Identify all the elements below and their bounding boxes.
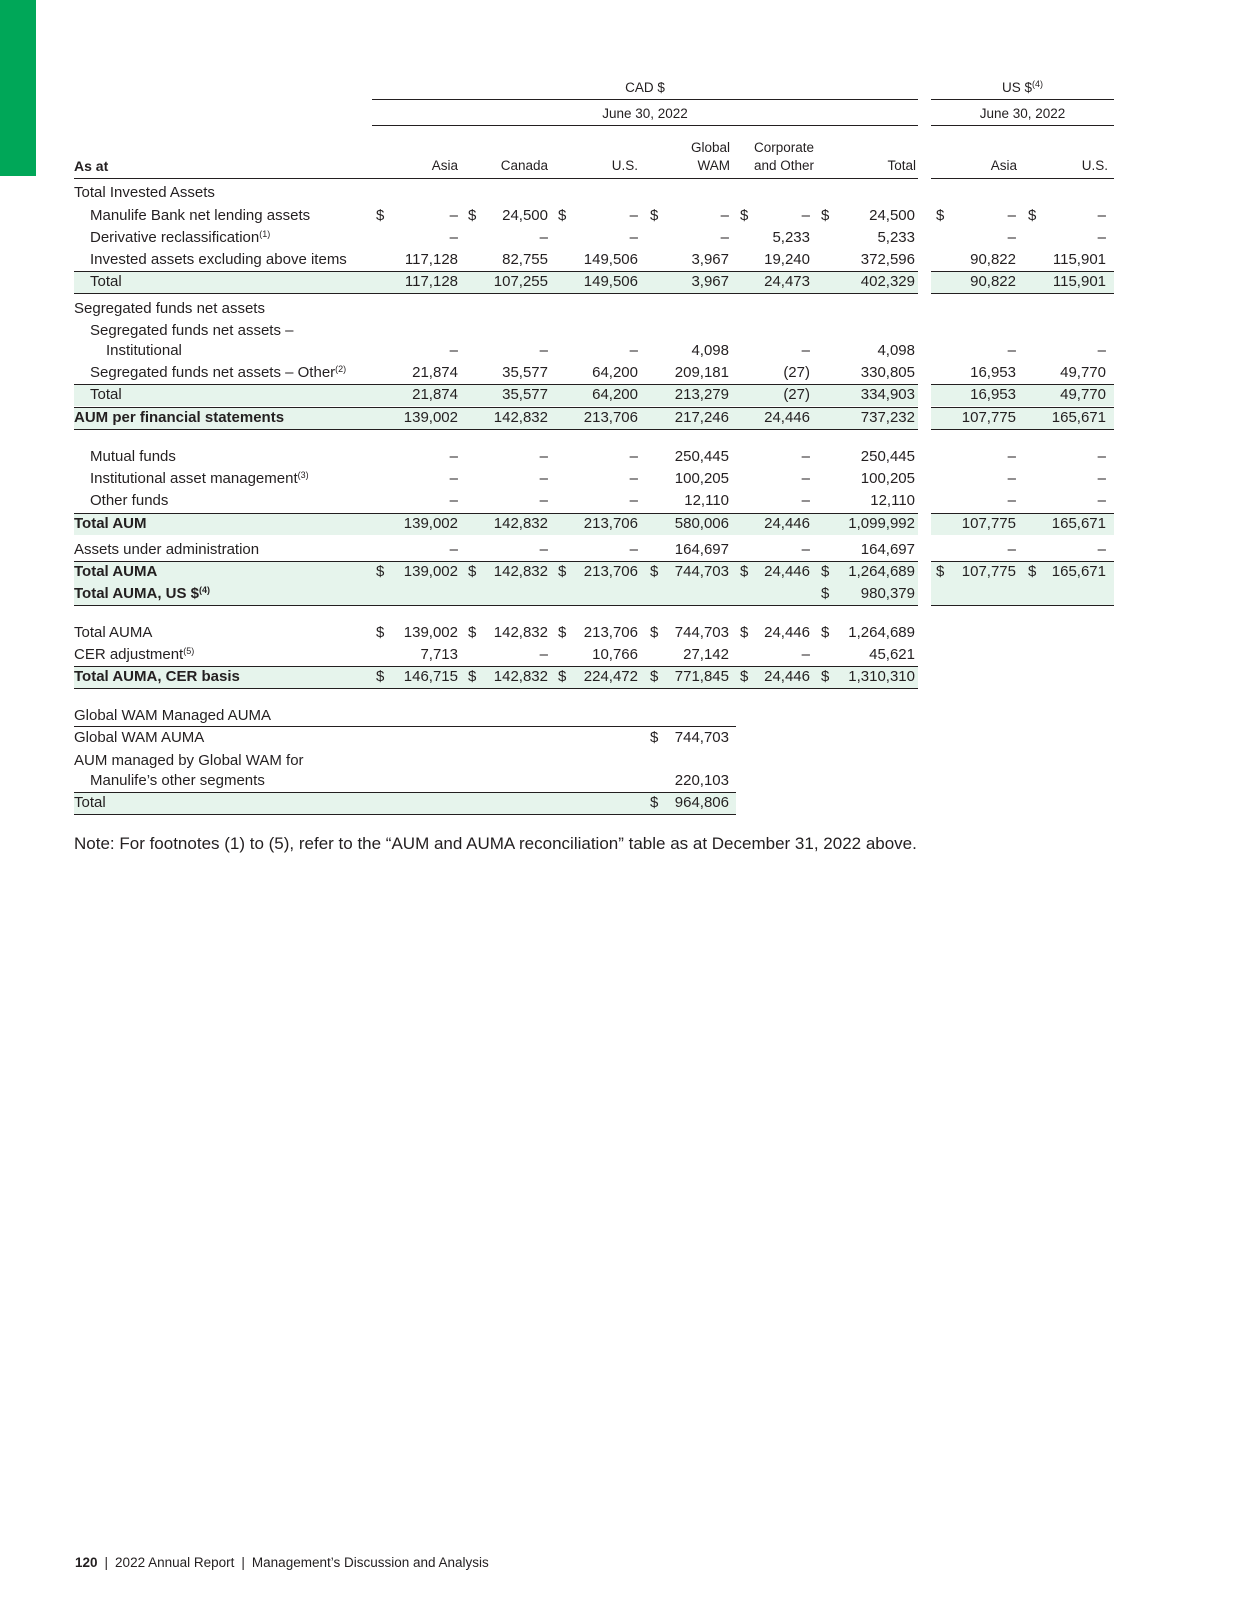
table-cell: 90,822 (970, 251, 1016, 268)
row-rule (74, 688, 918, 689)
table-cell: 213,279 (674, 386, 729, 403)
table-cell: (27) (783, 386, 810, 403)
table-cell: 7,713 (420, 646, 458, 663)
table-cell: – (1007, 492, 1016, 509)
row-highlight (74, 792, 736, 814)
table-cell: 149,506 (583, 273, 638, 290)
table-cell: 45,621 (869, 646, 915, 663)
currency-symbol: $ (650, 624, 659, 641)
row-rule (74, 429, 918, 430)
table-cell: – (449, 342, 458, 359)
gwam-title: Global WAM Managed AUMA (74, 707, 272, 724)
row-label-text: Institutional (106, 342, 182, 359)
table-cell: 139,002 (403, 563, 458, 580)
table-cell: – (629, 229, 638, 246)
accent-bar (0, 0, 36, 176)
table-cell: – (1097, 470, 1106, 487)
row-label (74, 668, 240, 686)
footer-section-title: Management’s Discussion and Analysis (251, 1555, 489, 1570)
table-cell: 117,128 (404, 273, 458, 290)
table-cell: 139,002 (403, 409, 458, 426)
table-cell: 16,953 (970, 386, 1016, 403)
currency-symbol: $ (468, 207, 477, 224)
page-number: 120 (75, 1555, 98, 1570)
table-cell: 21,874 (412, 386, 458, 403)
table-cell: 90,822 (970, 273, 1016, 290)
footer-separator: | (104, 1555, 109, 1570)
table-cell: 139,002 (403, 624, 458, 641)
table-cell: – (1097, 207, 1106, 224)
row-label-text: Total AUM (74, 515, 147, 532)
footnote-marker: (2) (335, 364, 347, 374)
table-cell: 744,703 (674, 729, 729, 746)
currency-symbol: $ (936, 207, 945, 224)
row-rule (74, 513, 918, 514)
us-currency-header: US \$$^{(4)}$ (1001, 79, 1043, 95)
row-label (90, 273, 122, 291)
table-cell: – (1007, 229, 1016, 246)
table-cell: 10,766 (592, 646, 638, 663)
currency-symbol: $ (376, 668, 385, 685)
table-cell: – (801, 342, 810, 359)
table-cell: 4,098 (691, 342, 729, 359)
table-cell: – (539, 448, 548, 465)
row-label-text: Other funds (90, 492, 169, 509)
currency-symbol: $ (650, 729, 659, 746)
currency-symbol: $ (821, 207, 830, 224)
table-cell: 24,500 (869, 207, 915, 224)
currency-symbol: $ (376, 563, 385, 580)
row-rule (74, 726, 736, 727)
row-label-text: Total AUMA (74, 563, 158, 580)
table-cell: – (539, 229, 548, 246)
currency-symbol: $ (936, 563, 945, 580)
table-cell: 330,805 (860, 364, 915, 381)
row-rule (74, 384, 918, 385)
column-header-rule (74, 178, 918, 179)
table-cell: 107,775 (961, 563, 1016, 580)
currency-symbol: $ (650, 207, 659, 224)
table-cell: 142,832 (493, 409, 548, 426)
row-label-text: Derivative reclassification (90, 229, 260, 246)
table-cell: 164,697 (860, 541, 915, 558)
row-label-text: Assets under administration (74, 541, 260, 558)
row-label (90, 448, 176, 466)
table-cell: – (720, 207, 729, 224)
table-cell: – (629, 470, 638, 487)
table-cell: – (1007, 470, 1016, 487)
row-label-text: Mutual funds (90, 448, 176, 465)
table-cell: 24,446 (764, 624, 810, 641)
currency-symbol: $ (650, 794, 659, 811)
table-cell: – (539, 342, 548, 359)
row-label-text: Total AUMA (74, 624, 153, 641)
cad-currency-header: CAD $ (625, 80, 665, 95)
row-rule (74, 561, 918, 562)
table-cell: – (629, 492, 638, 509)
row-rule (931, 605, 1114, 606)
row-label: Total (74, 794, 106, 811)
currency-symbol: $ (740, 624, 749, 641)
row-rule (931, 429, 1114, 430)
table-cell: 115,901 (1052, 273, 1106, 290)
table-cell: 24,500 (502, 207, 548, 224)
currency-symbol: $ (1028, 207, 1037, 224)
table-cell: 146,715 (403, 668, 458, 685)
table-cell: 372,596 (860, 251, 915, 268)
currency-symbol: $ (740, 668, 749, 685)
table-cell: – (1097, 342, 1106, 359)
row-label (74, 409, 284, 427)
table-cell: 402,329 (860, 273, 915, 290)
table-cell: 35,577 (502, 364, 548, 381)
table-cell: – (801, 207, 810, 224)
currency-symbol: $ (376, 624, 385, 641)
table-cell: – (449, 492, 458, 509)
table-cell: 771,845 (674, 668, 729, 685)
table-cell: 213,706 (583, 563, 638, 580)
row-rule (74, 814, 736, 815)
table-cell: 49,770 (1060, 364, 1106, 381)
table-cell: 149,506 (583, 251, 638, 268)
table-cell: 64,200 (592, 386, 638, 403)
table-cell: 165,671 (1051, 515, 1106, 532)
table-cell: 980,379 (860, 585, 915, 602)
row-rule (74, 271, 918, 272)
table-cell: 12,110 (684, 492, 729, 509)
table-cell: 100,205 (674, 470, 729, 487)
row-label-text: AUM per financial statements (74, 409, 285, 426)
row-label (106, 342, 182, 360)
table-cell: – (539, 541, 548, 558)
row-label (74, 646, 194, 664)
row-rule (931, 561, 1114, 562)
col-corporate-1: Corporate (754, 140, 815, 155)
row-label-text: CER adjustment (74, 646, 184, 663)
table-cell: 213,706 (583, 515, 638, 532)
table-cell: 964,806 (674, 794, 729, 811)
row-label-text: Total AUMA, CER basis (74, 668, 240, 685)
page-footer (75, 1555, 489, 1570)
currency-symbol: $ (821, 624, 830, 641)
table-cell: 213,706 (583, 409, 638, 426)
row-label (90, 207, 310, 225)
table-cell: 24,446 (764, 563, 810, 580)
table-cell: 1,264,689 (848, 563, 915, 580)
footer-report-title: 2022 Annual Report (115, 1555, 235, 1570)
table-cell: – (1007, 342, 1016, 359)
table-cell: 24,446 (764, 668, 810, 685)
cad-header-rule (372, 99, 918, 100)
row-label (90, 492, 168, 510)
table-cell: – (449, 541, 458, 558)
table-cell: 737,232 (860, 409, 915, 426)
row-highlight (931, 583, 1114, 605)
currency-symbol: $ (558, 563, 567, 580)
col-global-wam-2: WAM (697, 158, 730, 173)
col-us-us: U.S. (1081, 158, 1108, 173)
table-cell: 580,006 (674, 515, 729, 532)
table-cell: 3,967 (691, 273, 729, 290)
row-rule (931, 293, 1114, 294)
table-cell: – (801, 470, 810, 487)
table-cell: – (1007, 541, 1016, 558)
col-global-wam-1: Global (690, 140, 730, 155)
row-rule (931, 384, 1114, 385)
table-cell: – (449, 448, 458, 465)
cad-date-header: June 30, 2022 (602, 106, 688, 121)
table-cell: 744,703 (674, 624, 729, 641)
us-date-header: June 30, 2022 (979, 106, 1066, 121)
table-cell: – (629, 541, 638, 558)
footnote-marker: (4) (199, 585, 211, 595)
table-cell: 164,697 (674, 541, 729, 558)
table-cell: 3,967 (691, 251, 729, 268)
table-cell: 250,445 (674, 448, 729, 465)
currency-symbol: $ (821, 668, 830, 685)
table-cell: – (1097, 448, 1106, 465)
table-cell: 24,446 (764, 515, 810, 532)
row-label-line1: Segregated funds net assets – (90, 322, 294, 339)
currency-symbol: $ (468, 624, 477, 641)
row-label (74, 585, 210, 603)
row-label (74, 515, 147, 533)
table-cell: – (720, 229, 729, 246)
table-cell: (27) (783, 364, 810, 381)
currency-symbol: $ (558, 624, 567, 641)
footer-separator: | (241, 1555, 245, 1570)
us-date-rule (931, 125, 1114, 126)
table-cell: – (629, 448, 638, 465)
table-cell: 142,832 (493, 515, 548, 532)
table-cell: 27,142 (683, 646, 729, 663)
row-label-text: Segregated funds net assets – Other (90, 364, 336, 381)
table-cell: 21,874 (412, 364, 458, 381)
table-cell: – (1097, 229, 1106, 246)
table-cell: 224,472 (583, 668, 638, 685)
row-label (90, 470, 309, 488)
table-cell: – (449, 207, 458, 224)
table-cell: 1,264,689 (848, 624, 915, 641)
table-cell: 64,200 (592, 364, 638, 381)
row-rule (931, 513, 1114, 514)
col-us: U.S. (611, 158, 638, 173)
row-rule (74, 792, 736, 793)
col-us-asia: Asia (990, 158, 1017, 173)
table-cell: 139,002 (403, 515, 458, 532)
table-cell: – (449, 470, 458, 487)
table-cell: – (801, 492, 810, 509)
table-cell: 5,233 (772, 229, 810, 246)
row-label-text: Institutional asset management (90, 470, 298, 487)
currency-symbol: $ (1028, 563, 1037, 580)
table-cell: 142,832 (493, 624, 548, 641)
currency-symbol: $ (558, 668, 567, 685)
col-corporate-2: and Other (754, 158, 815, 173)
table-cell: 107,775 (961, 409, 1016, 426)
table-cell: 165,671 (1051, 563, 1106, 580)
table-cell: – (1007, 207, 1016, 224)
table-cell: – (629, 342, 638, 359)
table-cell: – (539, 646, 548, 663)
us-column-header-rule (931, 178, 1114, 179)
section-segregated-funds: Segregated funds net assets (74, 300, 265, 317)
table-cell: 82,755 (502, 251, 548, 268)
table-cell: 4,098 (877, 342, 915, 359)
row-label-text: Total AUMA, US $ (74, 585, 200, 602)
row-rule (931, 407, 1114, 408)
table-cell: – (629, 207, 638, 224)
table-cell: 16,953 (970, 364, 1016, 381)
table-cell: – (449, 229, 458, 246)
table-cell: 209,181 (674, 364, 729, 381)
row-label (74, 541, 259, 559)
col-canada: Canada (500, 158, 548, 173)
table-cell: 24,446 (764, 409, 810, 426)
currency-symbol: $ (650, 668, 659, 685)
currency-symbol: $ (740, 207, 749, 224)
table-cell: 217,246 (674, 409, 729, 426)
table-cell: – (801, 448, 810, 465)
row-label (74, 563, 157, 581)
table-cell: 1,099,992 (848, 515, 915, 532)
row-label-line1: AUM managed by Global WAM for (74, 752, 304, 769)
table-cell: 5,233 (877, 229, 915, 246)
row-label (74, 624, 152, 642)
table-cell: 107,255 (493, 273, 548, 290)
currency-symbol: $ (468, 563, 477, 580)
table-cell: – (539, 492, 548, 509)
currency-symbol: $ (376, 207, 385, 224)
table-cell: 49,770 (1060, 386, 1106, 403)
table-cell: 334,903 (860, 386, 915, 403)
currency-symbol: $ (650, 563, 659, 580)
table-cell: 24,473 (764, 273, 810, 290)
section-total-invested-assets: Total Invested Assets (74, 184, 215, 201)
row-rule (74, 407, 918, 408)
row-rule (74, 293, 918, 294)
table-cell: 220,103 (674, 772, 729, 789)
row-label (90, 251, 347, 269)
footnote-marker: (5) (183, 646, 195, 656)
row-rule (931, 271, 1114, 272)
row-label (90, 229, 270, 247)
table-cell: 115,901 (1052, 251, 1106, 268)
row-rule (74, 605, 918, 606)
table-cell: 1,310,310 (848, 668, 915, 685)
col-total: Total (887, 158, 916, 173)
table-cell: 35,577 (502, 386, 548, 403)
row-label-text: Manulife Bank net lending assets (90, 207, 311, 224)
currency-symbol: $ (558, 207, 567, 224)
row-label: Manulife’s other segments (90, 772, 265, 789)
table-cell: 12,110 (870, 492, 915, 509)
table-cell: 165,671 (1051, 409, 1106, 426)
footnote-marker: (1) (259, 229, 271, 239)
row-label-text: Invested assets excluding above items (90, 251, 347, 268)
table-cell: – (539, 470, 548, 487)
row-label-text: Total (90, 386, 122, 403)
table-cell: 117,128 (404, 251, 458, 268)
currency-symbol: $ (821, 585, 830, 602)
table-cell: 142,832 (493, 668, 548, 685)
us-header-rule (931, 99, 1114, 100)
cad-date-rule (372, 125, 918, 126)
row-rule (74, 666, 918, 667)
table-cell: 107,775 (961, 515, 1016, 532)
table-cell: 100,205 (860, 470, 915, 487)
table-cell: – (1097, 541, 1106, 558)
table-cell: 744,703 (674, 563, 729, 580)
row-label (90, 386, 122, 404)
table-cell: 213,706 (583, 624, 638, 641)
row-label: Global WAM AUMA (74, 729, 205, 746)
table-cell: 19,240 (764, 251, 810, 268)
table-cell: 142,832 (493, 563, 548, 580)
table-cell: – (801, 541, 810, 558)
col-asia: Asia (431, 158, 458, 173)
row-label (90, 364, 346, 382)
currency-symbol: $ (740, 563, 749, 580)
currency-symbol: $ (821, 563, 830, 580)
table-cell: – (1007, 448, 1016, 465)
table-cell: 250,445 (860, 448, 915, 465)
footnote-note: Note: For footnotes (1) to (5), refer to the “AUM and AUMA reconciliation” table as at December 31, 2022 above. (74, 834, 917, 853)
table-cell: – (1097, 492, 1106, 509)
currency-symbol: $ (468, 668, 477, 685)
table-cell: – (801, 646, 810, 663)
as-at-label: As at (74, 158, 109, 174)
row-label-text: Total (90, 273, 122, 290)
footnote-marker: (3) (297, 470, 309, 480)
